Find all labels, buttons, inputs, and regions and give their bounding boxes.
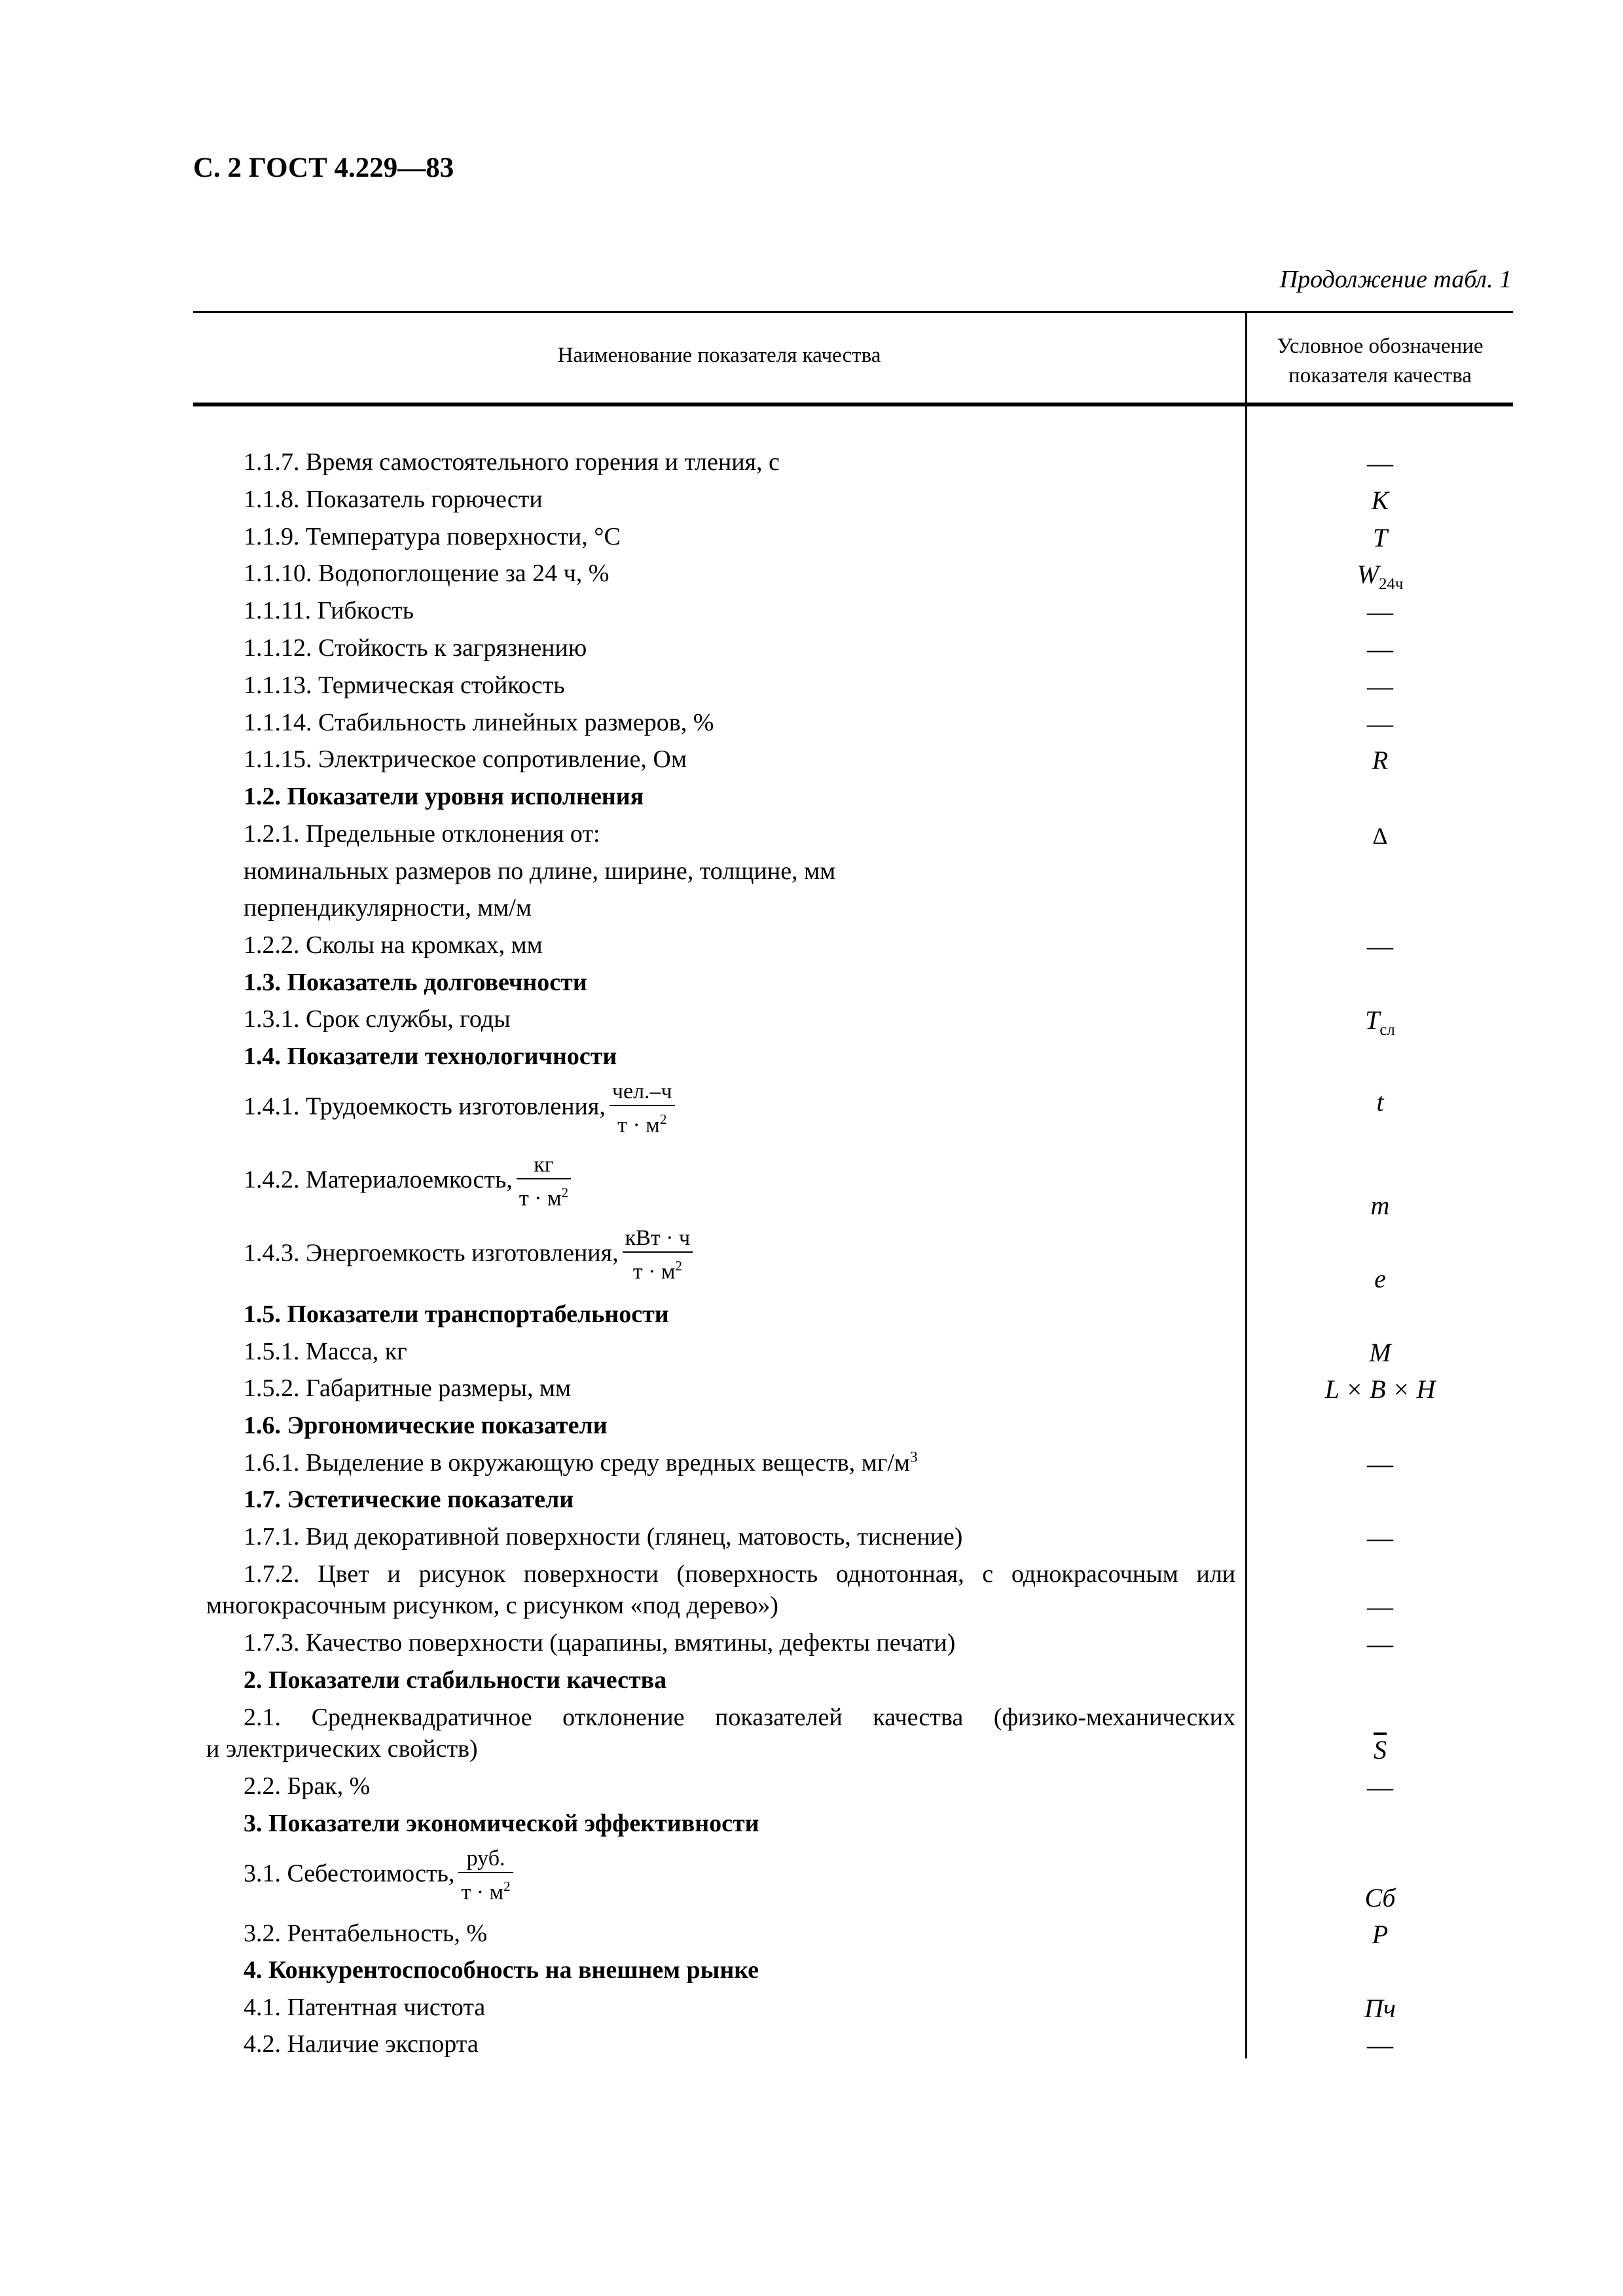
table-row: 1.1.11. Гибкость <box>244 597 414 624</box>
symbol-cell: — <box>1367 1592 1393 1621</box>
column-header-symbol-line1: Условное обозначение <box>1277 334 1484 358</box>
table-row: 1.1.14. Стабильность линейных размеров, % <box>244 709 714 736</box>
fraction-numerator: кВт · ч <box>623 1225 693 1253</box>
symbol-cell: P <box>1372 1920 1389 1949</box>
fraction <box>623 1225 693 1285</box>
table-top-rule <box>193 311 1513 313</box>
symbol-cell: m <box>1370 1191 1390 1220</box>
superscript: 2 <box>675 1258 682 1274</box>
symbol-cell: — <box>1367 1523 1393 1552</box>
section-heading: 2. Показатели стабильности качества <box>244 1666 667 1694</box>
table-row <box>244 1152 571 1211</box>
symbol-text: $\overline{S}$ <box>1374 1735 1387 1765</box>
symbol-cell <box>1247 1005 1513 1039</box>
table-row: 1.7.1. Вид декоративной поверхности (глянец, матовость, тиснение) <box>244 1523 963 1551</box>
table-row: 1.5.1. Масса, кг <box>244 1338 407 1365</box>
symbol-cell: — <box>1367 634 1393 664</box>
table-row: номинальных размеров по длине, ширине, толщине, мм <box>244 857 836 885</box>
section-heading: 1.3. Показатель долговечности <box>244 969 587 996</box>
table-row: 1.7.2. Цвет и рисунок поверхности (поверхность однотонная, с однокрасочным или <box>244 1560 1235 1588</box>
symbol-cell: L × B × H <box>1324 1374 1436 1404</box>
symbol-cell: — <box>1367 709 1393 738</box>
symbol-text: T <box>1365 1005 1380 1035</box>
section-heading: 1.6. Эргономические показатели <box>244 1412 608 1439</box>
symbol-text: W <box>1357 560 1379 589</box>
subscript: сл <box>1379 1021 1395 1039</box>
fraction-denominator <box>610 1106 675 1138</box>
denominator-text: т · м <box>461 1880 504 1905</box>
table-row: 1.5.2. Габаритные размеры, мм <box>244 1374 572 1402</box>
table-row: перпендикулярности, мм/м <box>244 894 532 922</box>
symbol-cell: t <box>1376 1087 1384 1117</box>
table-row: многокрасочным рисунком, с рисунком «под дерево») <box>206 1592 778 1619</box>
symbol-cell: — <box>1367 1449 1393 1479</box>
section-heading: 1.5. Показатели транспортабельности <box>244 1300 669 1328</box>
fraction-numerator: кг <box>517 1152 571 1179</box>
symbol-cell: — <box>1367 931 1393 961</box>
table-row: 2.2. Брак, % <box>244 1772 371 1800</box>
superscript: 2 <box>561 1185 569 1200</box>
symbol-cell <box>1247 559 1513 594</box>
table-row: 1.1.7. Время самостоятельного горения и тления, с <box>244 448 780 476</box>
row-text: 1.6.1. Выделение в окружающую среду вредных веществ, мг/м <box>244 1449 910 1477</box>
table-row: 3.2. Рентабельность, % <box>244 1920 488 1947</box>
symbol-cell: — <box>1367 1629 1393 1659</box>
table-row: 4.2. Наличие экспорта <box>244 2030 479 2058</box>
row-text: 1.4.2. Материалоемкость, <box>244 1166 513 1194</box>
superscript: 3 <box>909 1448 918 1466</box>
table-row: 4.1. Патентная чистота <box>244 1994 486 2021</box>
row-text: 1.4.3. Энергоемкость изготовления, <box>244 1239 619 1267</box>
table-header-rule <box>193 403 1513 406</box>
section-heading: 4. Конкурентоспособность на внешнем рынке <box>244 1956 759 1984</box>
section-heading: 3. Показатели экономической эффективности <box>244 1810 759 1837</box>
row-text: 3.1. Себестоимость, <box>244 1859 455 1888</box>
fraction <box>517 1152 571 1211</box>
symbol-cell: R <box>1372 745 1389 775</box>
table-row: 1.2.2. Сколы на кромках, мм <box>244 931 543 959</box>
symbol-cell: — <box>1367 2030 1393 2060</box>
fraction-denominator <box>458 1873 513 1905</box>
superscript: 2 <box>659 1111 667 1127</box>
table-row <box>244 1225 693 1285</box>
section-heading: 1.7. Эстетические показатели <box>244 1486 574 1513</box>
symbol-cell: — <box>1367 1772 1393 1802</box>
table-continuation-label: Продолжение табл. 1 <box>1279 266 1512 293</box>
symbol-cell: K <box>1371 486 1389 515</box>
table-row: 1.3.1. Срок службы, годы <box>244 1005 511 1033</box>
table-row: 1.1.12. Стойкость к загрязнению <box>244 634 587 662</box>
column-header-name: Наименование показателя качества <box>557 344 881 367</box>
symbol-cell: Пч <box>1364 1994 1396 2023</box>
column-header-symbol-line2: показателя качества <box>1288 364 1472 387</box>
symbol-cell: Сб <box>1364 1883 1396 1912</box>
table-row: 2.1. Среднеквадратичное отклонение показателей качества (физико-механических <box>244 1704 1235 1731</box>
denominator-text: т · м <box>617 1113 660 1138</box>
table-row: 1.1.9. Температура поверхности, °С <box>244 523 621 550</box>
symbol-cell: — <box>1367 597 1393 626</box>
fraction-numerator: руб. <box>458 1846 513 1873</box>
section-heading: 1.4. Показатели технологичности <box>244 1043 617 1070</box>
table-row <box>244 1079 675 1138</box>
symbol-cell <box>1247 1734 1513 1765</box>
symbol-cell: M <box>1369 1338 1391 1367</box>
table-row: 1.1.10. Водопоглощение за 24 ч, % <box>244 560 610 587</box>
table-row: 1.1.13. Термическая стойкость <box>244 672 565 699</box>
table-row: 1.7.3. Качество поверхности (царапины, вмятины, дефекты печати) <box>244 1629 956 1657</box>
fraction <box>610 1079 675 1138</box>
symbol-cell: — <box>1367 448 1393 478</box>
table-row <box>244 1846 513 1905</box>
table-row: 1.2.1. Предельные отклонения от: <box>244 820 600 848</box>
column-header-symbol <box>1247 332 1513 391</box>
subscript: 24ч <box>1379 575 1404 593</box>
fraction-denominator <box>623 1253 693 1285</box>
denominator-text: т · м <box>632 1259 676 1284</box>
symbol-cell: — <box>1367 672 1393 701</box>
table-row: 1.1.8. Показатель горючести <box>244 486 543 513</box>
superscript: 2 <box>503 1878 511 1894</box>
symbol-cell: T <box>1372 523 1388 552</box>
denominator-text: т · м <box>519 1186 562 1211</box>
fraction-denominator <box>517 1179 571 1211</box>
table-row: и электрических свойств) <box>206 1735 478 1763</box>
fraction-numerator: чел.–ч <box>610 1079 675 1106</box>
fraction <box>458 1846 513 1905</box>
table-row: 1.1.15. Электрическое сопротивление, Ом <box>244 745 687 773</box>
symbol-cell: e <box>1374 1264 1386 1293</box>
table-row <box>244 1448 918 1477</box>
row-text: 1.4.1. Трудоемкость изготовления, <box>244 1092 606 1121</box>
section-heading: 1.2. Показатели уровня исполнения <box>244 783 644 810</box>
symbol-cell: Δ <box>1372 823 1388 849</box>
page-header: С. 2 ГОСТ 4.229—83 <box>193 152 454 183</box>
